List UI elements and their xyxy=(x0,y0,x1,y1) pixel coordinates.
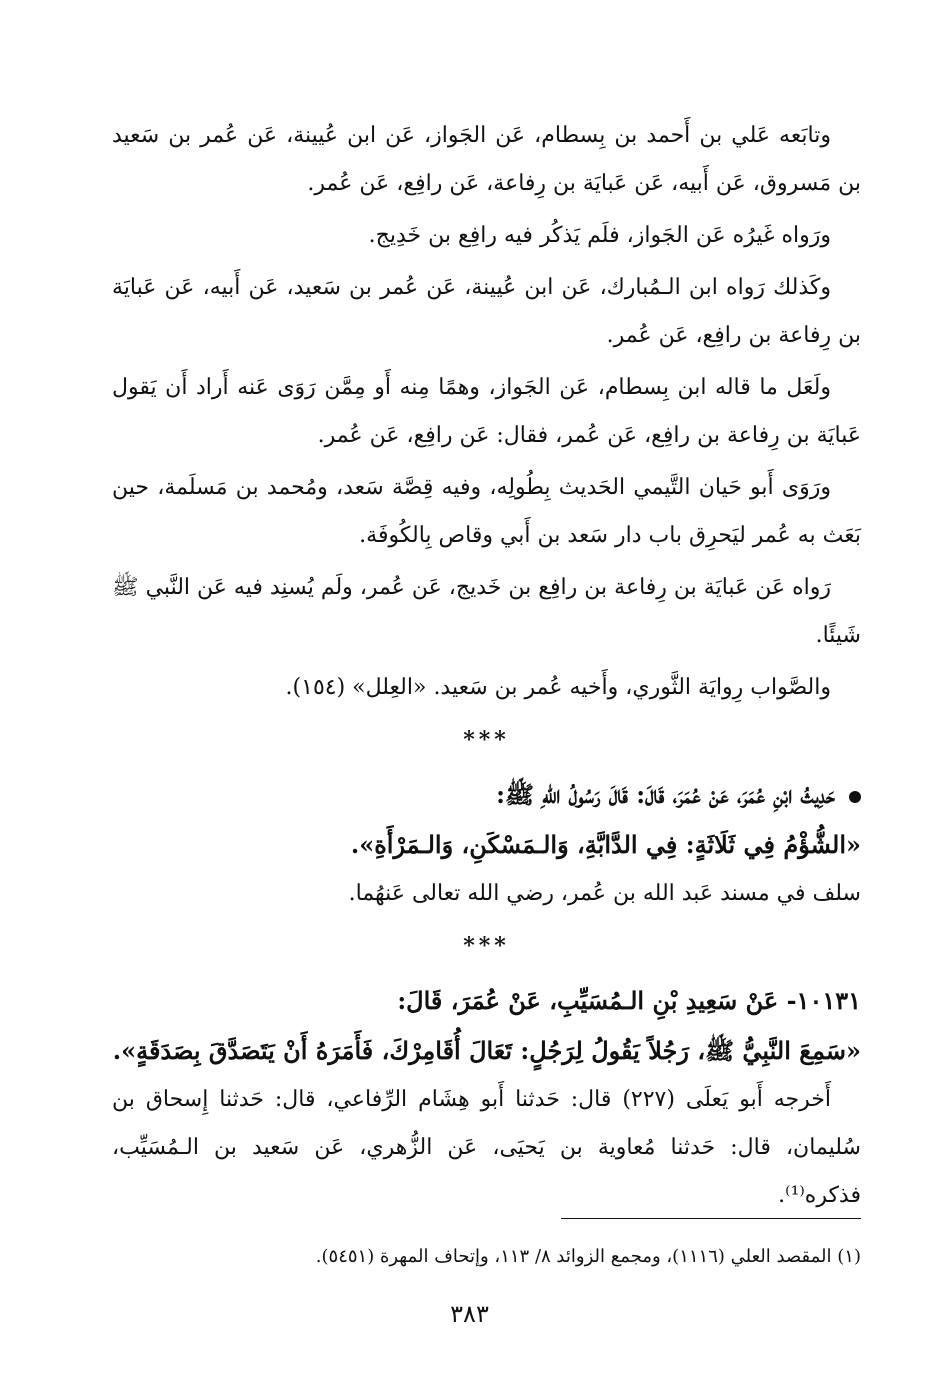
bullet-icon xyxy=(849,791,861,803)
hadith-heading-text: حَدِيثُ ابْنِ عُمَرَ، عَنْ عُمَرَ، قَالَ: قَالَ رَسُولُ اللهِ ﷺ: xyxy=(496,780,835,809)
numbered-hadith-heading: ١٠١٣١- عَنْ سَعِيدِ بْنِ الـمُسَيِّبِ، عَنْ عُمَرَ، قَالَ: xyxy=(397,986,861,1015)
paragraph-7: والصَّواب رِوايَة الثَّوري، وأَخيه عُمر بن سَعيد. «العِلل» (١٥٤). xyxy=(285,675,831,700)
section-separator-2: *** xyxy=(463,933,510,959)
footnote-divider xyxy=(561,1218,861,1219)
paragraph-6: رَواه عَن عَبايَة بن رِفاعة بن رافِع بن خَديج، عَن عُمر، ولَم يُسنِد فيه عَن النَّبي ﷺ شَيئًا. xyxy=(112,575,861,648)
hadith-heading xyxy=(112,770,861,820)
main-text xyxy=(112,112,861,1224)
paragraph-5: ورَوَى أَبو حَيان التَّيمي الحَديث بِطُولِه، وفيه قِصَّة سَعد، ومُحمد بن مَسلَمة، حين بَعَث به عُمر ليَحرِق باب دار سَعد بن أَبي وقاص بِالكُوفَة. xyxy=(112,475,861,548)
paragraph-1: وتابَعه عَلي بن أَحمد بن بِسطام، عَن الجَواز، عَن ابن عُيينة، عَن عُمر بن سَعيد بن مَسروق، عَن أَبيه، عَن عَبايَة بن رِفاعة، عَن رافِع، عَن عُمر. xyxy=(112,123,861,196)
paragraph-4: ولَعَل ما قاله ابن بِسطام، عَن الجَواز، وهمًا مِنه أَو مِمَّن رَوَى عَنه أَراد أَن يَقول عَبايَة بن رِفاعة بن رافِع، عَن عُمر، فقال: عَن رافِع، عَن عُمر. xyxy=(112,375,861,448)
paragraph-2: ورَواه غَيرُه عَن الجَواز، فلَم يَذكُر فيه رافِع بن خَدِيج. xyxy=(368,223,831,248)
hadith-text: «الشُّؤْمُ فِي ثَلَاثَةٍ: فِي الدَّابَّةِ، وَالـمَسْكَنِ، وَالـمَرْأَةِ». xyxy=(350,830,861,859)
hadith-note: سلف في مسند عَبد الله بن عُمر، رضي الله تعالى عَنهُما. xyxy=(348,881,861,906)
section-separator: *** xyxy=(463,727,510,753)
numbered-hadith-text: «سَمِعَ النَّبِيُّ ﷺ، رَجُلاً يَقُولُ لِرَجُلٍ: تَعَالَ أُقَامِرْكَ، فَأَمَرَهُ أَنْ يَتَصَدَّقَ بِصَدَقَةٍ». xyxy=(112,1036,861,1065)
paragraph-3: وكَذلك رَواه ابن الـمُبارك، عَن ابن عُيينة، عَن عُمر بن سَعيد، عَن أَبيه، عَن عَبايَة بن رِفاعة بن رافِع، عَن عُمر. xyxy=(112,275,861,348)
page-number: ٣٨٣ xyxy=(450,1300,489,1328)
footnote: (١) المقصد العلي (١١١٦)، ومجمع الزوائد ٨/ ١١٣، وإتحاف المهرة (٥٤٥١). xyxy=(315,1246,861,1267)
takhrij-paragraph: أَخرجه أَبو يَعلَى (٢٢٧) قال: حَدثنا أَبو هِشَام الرِّفاعي، قال: حَدثنا إِسحاق بن سُليمان، قال: حَدثنا مُعاوية بن يَحيَى، عَن الزُّهري، عَن سَعيد بن الـمُسَيِّب، فذكره⁽¹⁾. xyxy=(112,1087,861,1208)
